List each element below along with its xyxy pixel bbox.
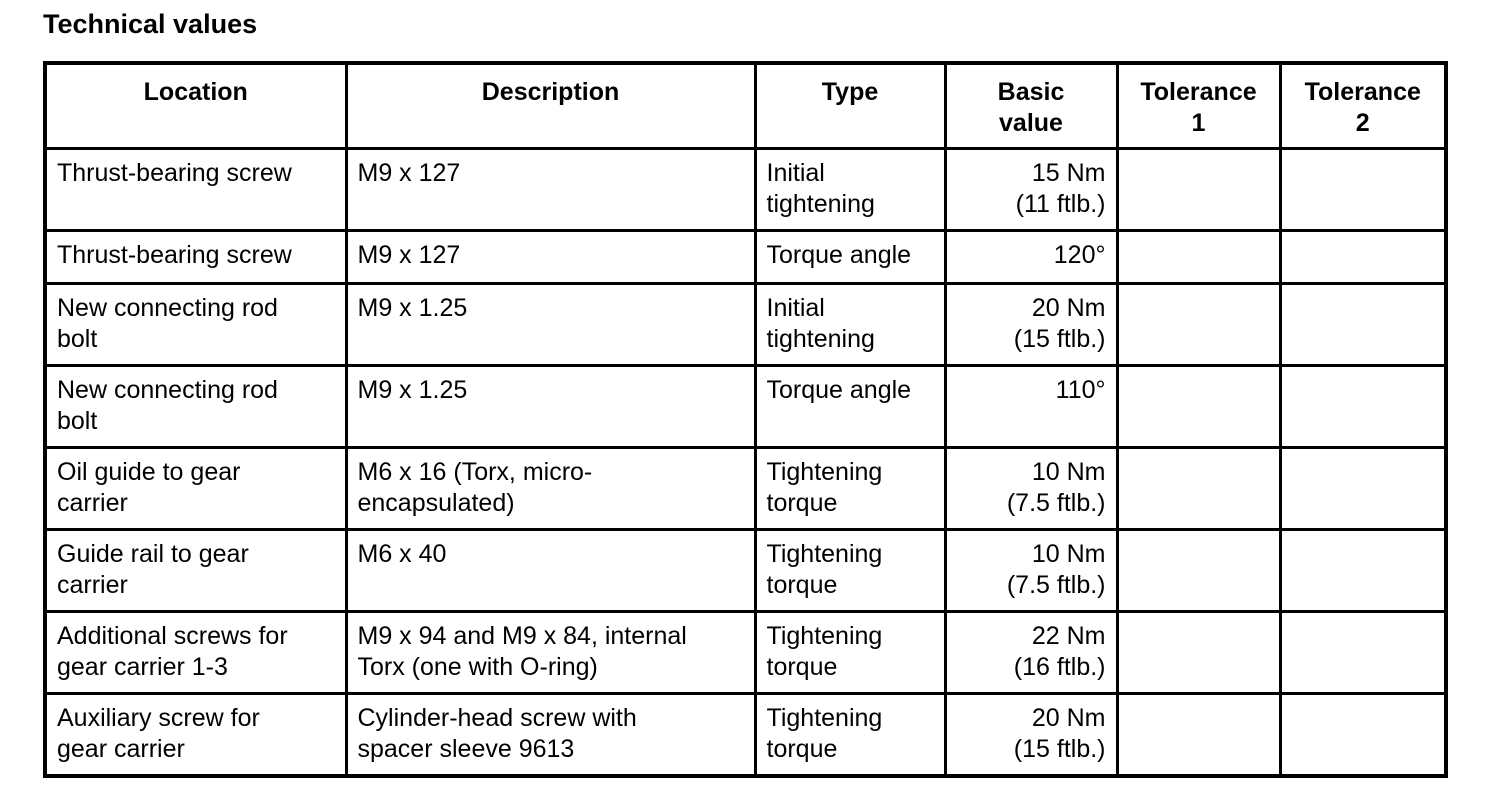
basic-value-cell bbox=[945, 448, 1117, 530]
basic-value-cell bbox=[945, 284, 1117, 366]
description-cell bbox=[346, 231, 755, 284]
cell-text-line: Tightening bbox=[766, 704, 883, 732]
description-cell bbox=[346, 284, 755, 366]
header-type bbox=[755, 63, 945, 149]
table-header-row bbox=[45, 63, 1446, 149]
type-cell bbox=[755, 231, 945, 284]
cell-text-line: New connecting rod bbox=[57, 376, 278, 404]
description-cell bbox=[346, 448, 755, 530]
cell-text-line: Type bbox=[821, 78, 879, 106]
cell-text-line: Location bbox=[143, 78, 248, 106]
cell-text-line: Additional screws for bbox=[57, 622, 288, 650]
cell-text-line: (11 ftlb.) bbox=[1015, 190, 1106, 218]
cell-text-line: bolt bbox=[57, 325, 98, 353]
header-tolerance-1 bbox=[1117, 63, 1280, 149]
cell-text-line: (7.5 ftlb.) bbox=[1006, 571, 1106, 599]
cell-text-line: bolt bbox=[57, 407, 98, 435]
location-cell bbox=[45, 284, 346, 366]
location-cell bbox=[45, 448, 346, 530]
tolerance-1-cell bbox=[1117, 530, 1280, 612]
header-location bbox=[45, 63, 346, 149]
location-cell bbox=[45, 231, 346, 284]
type-cell bbox=[755, 448, 945, 530]
cell-text-line: 1 bbox=[1191, 109, 1206, 137]
cell-text-line: M9 x 127 bbox=[357, 241, 461, 269]
table-body bbox=[45, 149, 1446, 777]
basic-value-cell bbox=[945, 530, 1117, 612]
cell-text-line: New connecting rod bbox=[57, 294, 278, 322]
type-cell bbox=[755, 284, 945, 366]
cell-text-line: M9 x 1.25 bbox=[357, 376, 468, 404]
tolerance-1-cell bbox=[1117, 231, 1280, 284]
cell-text-line: Tolerance bbox=[1140, 78, 1257, 106]
tolerance-2-cell bbox=[1280, 366, 1446, 448]
table-row bbox=[45, 284, 1446, 366]
type-cell bbox=[755, 612, 945, 694]
basic-value-cell bbox=[945, 149, 1117, 231]
cell-text-line: 20 Nm bbox=[1031, 294, 1106, 322]
header-tolerance-2 bbox=[1280, 63, 1446, 149]
type-cell bbox=[755, 149, 945, 231]
type-cell bbox=[755, 530, 945, 612]
cell-text-line: 15 Nm bbox=[1031, 159, 1106, 187]
cell-text-line: value bbox=[999, 109, 1063, 137]
tolerance-2-cell bbox=[1280, 694, 1446, 777]
cell-text-line: Tolerance bbox=[1304, 78, 1421, 106]
cell-text-line: Oil guide to gear bbox=[57, 458, 241, 486]
description-cell bbox=[346, 149, 755, 231]
cell-text-line: 10 Nm bbox=[1031, 540, 1106, 568]
location-cell bbox=[45, 366, 346, 448]
cell-text-line: Torque angle bbox=[766, 241, 912, 269]
location-cell bbox=[45, 149, 346, 231]
cell-text-line: torque bbox=[766, 735, 838, 763]
tolerance-2-cell bbox=[1280, 149, 1446, 231]
tolerance-1-cell bbox=[1117, 284, 1280, 366]
cell-text-line: gear carrier 1-3 bbox=[57, 653, 228, 681]
cell-text-line: Auxiliary screw for bbox=[57, 704, 260, 732]
cell-text-line: (15 ftlb.) bbox=[1013, 735, 1106, 763]
table-row bbox=[45, 149, 1446, 231]
cell-text-line: 2 bbox=[1355, 109, 1370, 137]
location-cell bbox=[45, 612, 346, 694]
description-cell bbox=[346, 694, 755, 777]
header-description bbox=[346, 63, 755, 149]
description-cell bbox=[346, 530, 755, 612]
cell-text-line: carrier bbox=[57, 489, 128, 517]
basic-value-cell bbox=[945, 612, 1117, 694]
cell-text-line: Basic bbox=[997, 78, 1065, 106]
tolerance-2-cell bbox=[1280, 612, 1446, 694]
cell-text-line: Torque angle bbox=[766, 376, 912, 404]
cell-text-line: M9 x 94 and M9 x 84, internal bbox=[357, 622, 687, 650]
cell-text-line: Torx (one with O-ring) bbox=[357, 653, 598, 681]
cell-text-line: Thrust-bearing screw bbox=[57, 159, 292, 187]
location-cell bbox=[45, 694, 346, 777]
cell-text-line: Cylinder-head screw with bbox=[357, 704, 637, 732]
basic-value-cell bbox=[945, 694, 1117, 777]
cell-text-line: torque bbox=[766, 653, 838, 681]
table-row bbox=[45, 231, 1446, 284]
table-row bbox=[45, 530, 1446, 612]
header-basic-value bbox=[945, 63, 1117, 149]
tolerance-2-cell bbox=[1280, 448, 1446, 530]
description-cell bbox=[346, 366, 755, 448]
cell-text-line: 10 Nm bbox=[1031, 458, 1106, 486]
tolerance-1-cell bbox=[1117, 694, 1280, 777]
tolerance-1-cell bbox=[1117, 149, 1280, 231]
tolerance-1-cell bbox=[1117, 448, 1280, 530]
tolerance-2-cell bbox=[1280, 530, 1446, 612]
cell-text-line: 22 Nm bbox=[1031, 622, 1106, 650]
cell-text-line: torque bbox=[766, 489, 838, 517]
cell-text-line: (7.5 ftlb.) bbox=[1006, 489, 1106, 517]
cell-text-line: gear carrier bbox=[57, 735, 185, 763]
table-row bbox=[45, 612, 1446, 694]
type-cell bbox=[755, 694, 945, 777]
cell-text-line: 120° bbox=[1053, 241, 1106, 269]
cell-text-line: M9 x 127 bbox=[357, 159, 461, 187]
table-row bbox=[45, 448, 1446, 530]
cell-text-line: Tightening bbox=[766, 622, 883, 650]
description-cell bbox=[346, 612, 755, 694]
tolerance-2-cell bbox=[1280, 284, 1446, 366]
page-title: Technical values bbox=[43, 9, 258, 39]
type-cell bbox=[755, 366, 945, 448]
location-cell bbox=[45, 530, 346, 612]
cell-text-line: (16 ftlb.) bbox=[1013, 653, 1106, 681]
tolerance-1-cell bbox=[1117, 366, 1280, 448]
cell-text-line: Initial bbox=[766, 294, 825, 322]
cell-text-line: Thrust-bearing screw bbox=[57, 241, 292, 269]
cell-text-line: torque bbox=[766, 571, 838, 599]
cell-text-line: 110° bbox=[1055, 376, 1106, 404]
table-row bbox=[45, 366, 1446, 448]
cell-text-line: Guide rail to gear bbox=[57, 540, 249, 568]
cell-text-line: encapsulated) bbox=[357, 489, 515, 517]
cell-text-line: tightening bbox=[766, 190, 875, 218]
cell-text-line: Tightening bbox=[766, 458, 883, 486]
table-row bbox=[45, 694, 1446, 777]
cell-text-line: Initial bbox=[766, 159, 825, 187]
cell-text-line: carrier bbox=[57, 571, 128, 599]
cell-text-line: spacer sleeve 9613 bbox=[357, 735, 575, 763]
basic-value-cell bbox=[945, 366, 1117, 448]
cell-text-line: Tightening bbox=[766, 540, 883, 568]
cell-text-line: (15 ftlb.) bbox=[1013, 325, 1106, 353]
cell-text-line: M6 x 16 (Torx, micro- bbox=[357, 458, 593, 486]
cell-text-line: Description bbox=[481, 78, 620, 106]
technical-values-table bbox=[43, 61, 1448, 778]
cell-text-line: tightening bbox=[766, 325, 875, 353]
basic-value-cell bbox=[945, 231, 1117, 284]
cell-text-line: M9 x 1.25 bbox=[357, 294, 468, 322]
cell-text-line: 20 Nm bbox=[1031, 704, 1106, 732]
tolerance-1-cell bbox=[1117, 612, 1280, 694]
cell-text-line: M6 x 40 bbox=[357, 540, 447, 568]
tolerance-2-cell bbox=[1280, 231, 1446, 284]
